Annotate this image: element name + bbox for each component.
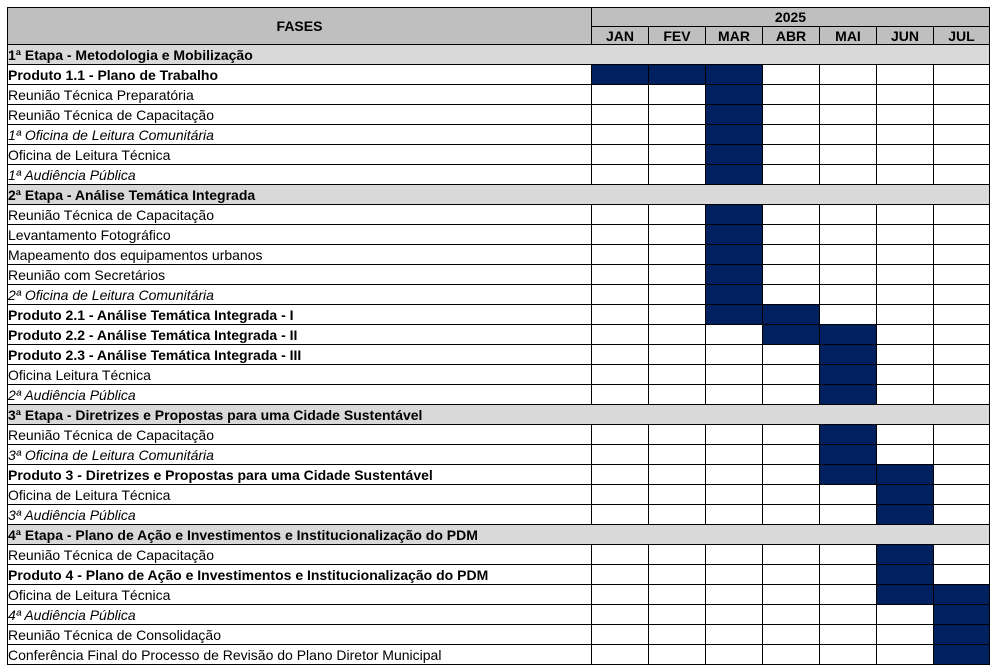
schedule-cell (592, 265, 649, 285)
schedule-cell (877, 265, 934, 285)
schedule-cell-active (706, 205, 763, 225)
task-label: Produto 2.3 - Análise Temática Integrada - III (8, 345, 592, 365)
schedule-cell (763, 125, 820, 145)
task-row (8, 205, 990, 225)
task-label: 2ª Oficina de Leitura Comunitária (8, 285, 592, 305)
schedule-cell (592, 165, 649, 185)
task-row (8, 105, 990, 125)
schedule-cell (877, 365, 934, 385)
month-header-fev: FEV (649, 27, 706, 45)
schedule-cell (934, 265, 990, 285)
task-label: 2ª Audiência Pública (8, 385, 592, 405)
task-label: Reunião Técnica de Capacitação (8, 425, 592, 445)
task-row (8, 165, 990, 185)
schedule-cell (820, 225, 877, 245)
phase-row (8, 405, 990, 425)
schedule-cell (934, 305, 990, 325)
month-header-mai: MAI (820, 27, 877, 45)
schedule-cell (763, 205, 820, 225)
schedule-cell (820, 85, 877, 105)
schedule-cell-active (820, 425, 877, 445)
schedule-cell (592, 465, 649, 485)
schedule-cell-active (706, 265, 763, 285)
schedule-cell (934, 365, 990, 385)
schedule-cell (763, 565, 820, 585)
schedule-cell (934, 385, 990, 405)
schedule-cell (592, 645, 649, 665)
schedule-cell (934, 425, 990, 445)
schedule-cell (592, 285, 649, 305)
schedule-cell (706, 485, 763, 505)
schedule-cell-active (706, 305, 763, 325)
schedule-cell (649, 625, 706, 645)
schedule-cell (592, 505, 649, 525)
schedule-cell (592, 325, 649, 345)
task-label: 3ª Audiência Pública (8, 505, 592, 525)
schedule-cell (877, 285, 934, 305)
schedule-cell (649, 445, 706, 465)
phase-row (8, 185, 990, 205)
schedule-cell (877, 325, 934, 345)
schedule-cell (820, 165, 877, 185)
task-row (8, 125, 990, 145)
schedule-cell (877, 305, 934, 325)
schedule-cell (877, 85, 934, 105)
schedule-cell-active (763, 305, 820, 325)
task-label: 1ª Oficina de Leitura Comunitária (8, 125, 592, 145)
schedule-cell (877, 65, 934, 85)
task-row (8, 385, 990, 405)
task-row (8, 225, 990, 245)
schedule-cell (706, 385, 763, 405)
schedule-cell (877, 205, 934, 225)
phase-label: 2ª Etapa - Análise Temática Integrada (8, 185, 990, 205)
schedule-cell (649, 605, 706, 625)
task-row (8, 425, 990, 445)
schedule-cell (649, 285, 706, 305)
schedule-cell-active (706, 125, 763, 145)
schedule-cell (649, 105, 706, 125)
schedule-cell-active (877, 545, 934, 565)
fases-header: FASES (8, 8, 592, 45)
schedule-cell (820, 65, 877, 85)
task-row (8, 585, 990, 605)
task-label: Reunião Técnica de Consolidação (8, 625, 592, 645)
task-label: Conferência Final do Processo de Revisão do Plano Diretor Municipal (8, 645, 592, 665)
task-row (8, 85, 990, 105)
schedule-cell (877, 105, 934, 125)
schedule-cell (649, 345, 706, 365)
schedule-cell (592, 345, 649, 365)
schedule-cell (706, 505, 763, 525)
schedule-cell (934, 465, 990, 485)
schedule-cell (706, 425, 763, 445)
schedule-cell-active (592, 65, 649, 85)
schedule-cell (934, 285, 990, 305)
task-row (8, 245, 990, 265)
task-row (8, 465, 990, 485)
task-row (8, 285, 990, 305)
schedule-cell (877, 625, 934, 645)
schedule-cell (763, 645, 820, 665)
schedule-cell (706, 585, 763, 605)
schedule-cell (820, 145, 877, 165)
schedule-cell (934, 445, 990, 465)
schedule-cell (820, 205, 877, 225)
task-row (8, 145, 990, 165)
schedule-cell (934, 65, 990, 85)
schedule-cell (763, 585, 820, 605)
task-label: Produto 3 - Diretrizes e Propostas para uma Cidade Sustentável (8, 465, 592, 485)
schedule-cell (934, 205, 990, 225)
schedule-cell (763, 165, 820, 185)
schedule-cell-active (934, 585, 990, 605)
task-row (8, 545, 990, 565)
schedule-cell-active (820, 465, 877, 485)
schedule-cell (592, 545, 649, 565)
schedule-cell (877, 125, 934, 145)
schedule-cell (592, 605, 649, 625)
schedule-cell-active (706, 65, 763, 85)
task-label: Reunião Técnica de Capacitação (8, 105, 592, 125)
task-label: Reunião Técnica Preparatória (8, 85, 592, 105)
schedule-cell (934, 245, 990, 265)
task-row (8, 485, 990, 505)
schedule-cell-active (877, 505, 934, 525)
task-row (8, 565, 990, 585)
schedule-cell (592, 225, 649, 245)
phase-row (8, 525, 990, 545)
schedule-cell (592, 245, 649, 265)
schedule-cell (877, 605, 934, 625)
schedule-cell-active (706, 145, 763, 165)
schedule-cell (877, 225, 934, 245)
schedule-cell (649, 85, 706, 105)
schedule-cell-active (934, 645, 990, 665)
schedule-cell (820, 125, 877, 145)
schedule-cell (763, 65, 820, 85)
task-row (8, 325, 990, 345)
schedule-cell (763, 285, 820, 305)
schedule-cell-active (934, 605, 990, 625)
schedule-cell (877, 245, 934, 265)
task-row (8, 645, 990, 665)
schedule-cell (763, 105, 820, 125)
schedule-cell (763, 485, 820, 505)
schedule-cell-active (877, 565, 934, 585)
schedule-cell-active (820, 325, 877, 345)
schedule-cell (649, 465, 706, 485)
schedule-cell (649, 245, 706, 265)
schedule-cell-active (706, 225, 763, 245)
schedule-cell-active (763, 325, 820, 345)
schedule-cell (877, 645, 934, 665)
schedule-cell-active (706, 245, 763, 265)
schedule-cell (649, 325, 706, 345)
schedule-table-wrapper (7, 7, 990, 665)
schedule-cell (649, 145, 706, 165)
schedule-cell (649, 485, 706, 505)
schedule-cell-active (649, 65, 706, 85)
month-header-jul: JUL (934, 27, 990, 45)
task-label: Produto 2.1 - Análise Temática Integrada - I (8, 305, 592, 325)
task-label: Oficina de Leitura Técnica (8, 145, 592, 165)
schedule-cell (706, 365, 763, 385)
schedule-cell (934, 225, 990, 245)
task-row (8, 605, 990, 625)
schedule-cell (649, 505, 706, 525)
phase-label: 4ª Etapa - Plano de Ação e Investimentos e Institucionalização do PDM (8, 525, 990, 545)
schedule-cell-active (706, 285, 763, 305)
schedule-cell (763, 85, 820, 105)
schedule-cell (592, 425, 649, 445)
task-label: Oficina de Leitura Técnica (8, 585, 592, 605)
schedule-cell-active (877, 465, 934, 485)
schedule-cell (763, 385, 820, 405)
schedule-cell (877, 165, 934, 185)
schedule-cell-active (877, 585, 934, 605)
schedule-cell (763, 245, 820, 265)
schedule-cell (592, 305, 649, 325)
task-row (8, 625, 990, 645)
schedule-cell (877, 345, 934, 365)
phase-label: 1ª Etapa - Metodologia e Mobilização (8, 45, 990, 65)
schedule-cell (763, 145, 820, 165)
schedule-cell (763, 445, 820, 465)
year-header: 2025 (592, 8, 990, 27)
schedule-cell (820, 485, 877, 505)
schedule-cell (706, 605, 763, 625)
schedule-cell (649, 585, 706, 605)
schedule-cell (763, 545, 820, 565)
schedule-cell-active (706, 85, 763, 105)
schedule-cell (649, 545, 706, 565)
schedule-cell (763, 225, 820, 245)
task-row (8, 505, 990, 525)
schedule-cell (763, 625, 820, 645)
task-label: Produto 4 - Plano de Ação e Investimentos e Institucionalização do PDM (8, 565, 592, 585)
schedule-cell (763, 265, 820, 285)
schedule-cell-active (820, 345, 877, 365)
task-row (8, 445, 990, 465)
schedule-cell (649, 305, 706, 325)
task-row (8, 65, 990, 85)
task-row (8, 345, 990, 365)
task-label: Oficina de Leitura Técnica (8, 485, 592, 505)
table-header (8, 8, 990, 45)
schedule-cell (592, 205, 649, 225)
month-header-abr: ABR (763, 27, 820, 45)
month-header-jun: JUN (877, 27, 934, 45)
schedule-cell (592, 585, 649, 605)
schedule-cell (592, 105, 649, 125)
month-header-mar: MAR (706, 27, 763, 45)
schedule-cell (934, 105, 990, 125)
schedule-cell (706, 545, 763, 565)
schedule-cell (820, 505, 877, 525)
schedule-cell (820, 305, 877, 325)
schedule-cell (649, 265, 706, 285)
schedule-cell (877, 145, 934, 165)
schedule-cell (592, 85, 649, 105)
schedule-cell (649, 165, 706, 185)
schedule-cell (934, 345, 990, 365)
schedule-cell (820, 245, 877, 265)
schedule-cell (877, 385, 934, 405)
schedule-cell (706, 645, 763, 665)
schedule-cell (649, 205, 706, 225)
schedule-cell (877, 425, 934, 445)
schedule-cell (592, 565, 649, 585)
schedule-cell (649, 365, 706, 385)
schedule-cell-active (820, 365, 877, 385)
schedule-cell-active (820, 445, 877, 465)
task-row (8, 365, 990, 385)
schedule-cell (820, 105, 877, 125)
month-header-jan: JAN (592, 27, 649, 45)
schedule-cell (934, 545, 990, 565)
schedule-cell (934, 565, 990, 585)
schedule-cell-active (706, 105, 763, 125)
schedule-table (7, 7, 990, 665)
task-label: Levantamento Fotográfico (8, 225, 592, 245)
task-label: Reunião Técnica de Capacitação (8, 545, 592, 565)
schedule-cell (649, 225, 706, 245)
task-label: Reunião Técnica de Capacitação (8, 205, 592, 225)
schedule-cell (592, 125, 649, 145)
schedule-cell (763, 505, 820, 525)
schedule-cell (706, 345, 763, 365)
schedule-cell (592, 365, 649, 385)
task-label: Mapeamento dos equipamentos urbanos (8, 245, 592, 265)
schedule-cell (763, 425, 820, 445)
schedule-cell (706, 565, 763, 585)
schedule-cell (820, 605, 877, 625)
task-label: Oficina Leitura Técnica (8, 365, 592, 385)
task-label: Reunião com Secretários (8, 265, 592, 285)
schedule-cell (820, 285, 877, 305)
schedule-cell (934, 485, 990, 505)
schedule-cell (934, 505, 990, 525)
task-label: 3ª Oficina de Leitura Comunitária (8, 445, 592, 465)
schedule-cell (820, 545, 877, 565)
task-label: Produto 1.1 - Plano de Trabalho (8, 65, 592, 85)
phase-row (8, 45, 990, 65)
schedule-cell (763, 465, 820, 485)
schedule-cell (706, 465, 763, 485)
schedule-cell (934, 85, 990, 105)
schedule-cell (592, 485, 649, 505)
schedule-cell (934, 145, 990, 165)
task-row (8, 305, 990, 325)
schedule-cell (592, 145, 649, 165)
task-label: 1ª Audiência Pública (8, 165, 592, 185)
schedule-cell (820, 565, 877, 585)
task-label: 4ª Audiência Pública (8, 605, 592, 625)
schedule-cell (820, 265, 877, 285)
schedule-cell (934, 125, 990, 145)
schedule-cell (592, 625, 649, 645)
schedule-cell-active (706, 165, 763, 185)
schedule-cell (706, 325, 763, 345)
task-row (8, 265, 990, 285)
schedule-cell-active (934, 625, 990, 645)
phase-label: 3ª Etapa - Diretrizes e Propostas para uma Cidade Sustentável (8, 405, 990, 425)
schedule-cell (820, 585, 877, 605)
schedule-cell (649, 425, 706, 445)
schedule-cell (763, 345, 820, 365)
table-body (8, 45, 990, 665)
schedule-cell (592, 385, 649, 405)
schedule-cell (649, 565, 706, 585)
schedule-cell (649, 125, 706, 145)
schedule-cell (706, 625, 763, 645)
schedule-cell (877, 445, 934, 465)
schedule-cell (763, 605, 820, 625)
schedule-cell (706, 445, 763, 465)
schedule-cell-active (877, 485, 934, 505)
task-label: Produto 2.2 - Análise Temática Integrada - II (8, 325, 592, 345)
schedule-cell (820, 645, 877, 665)
schedule-cell (763, 365, 820, 385)
schedule-cell (934, 325, 990, 345)
schedule-cell-active (820, 385, 877, 405)
schedule-cell (592, 445, 649, 465)
schedule-cell (649, 385, 706, 405)
schedule-cell (820, 625, 877, 645)
schedule-cell (934, 165, 990, 185)
schedule-cell (649, 645, 706, 665)
